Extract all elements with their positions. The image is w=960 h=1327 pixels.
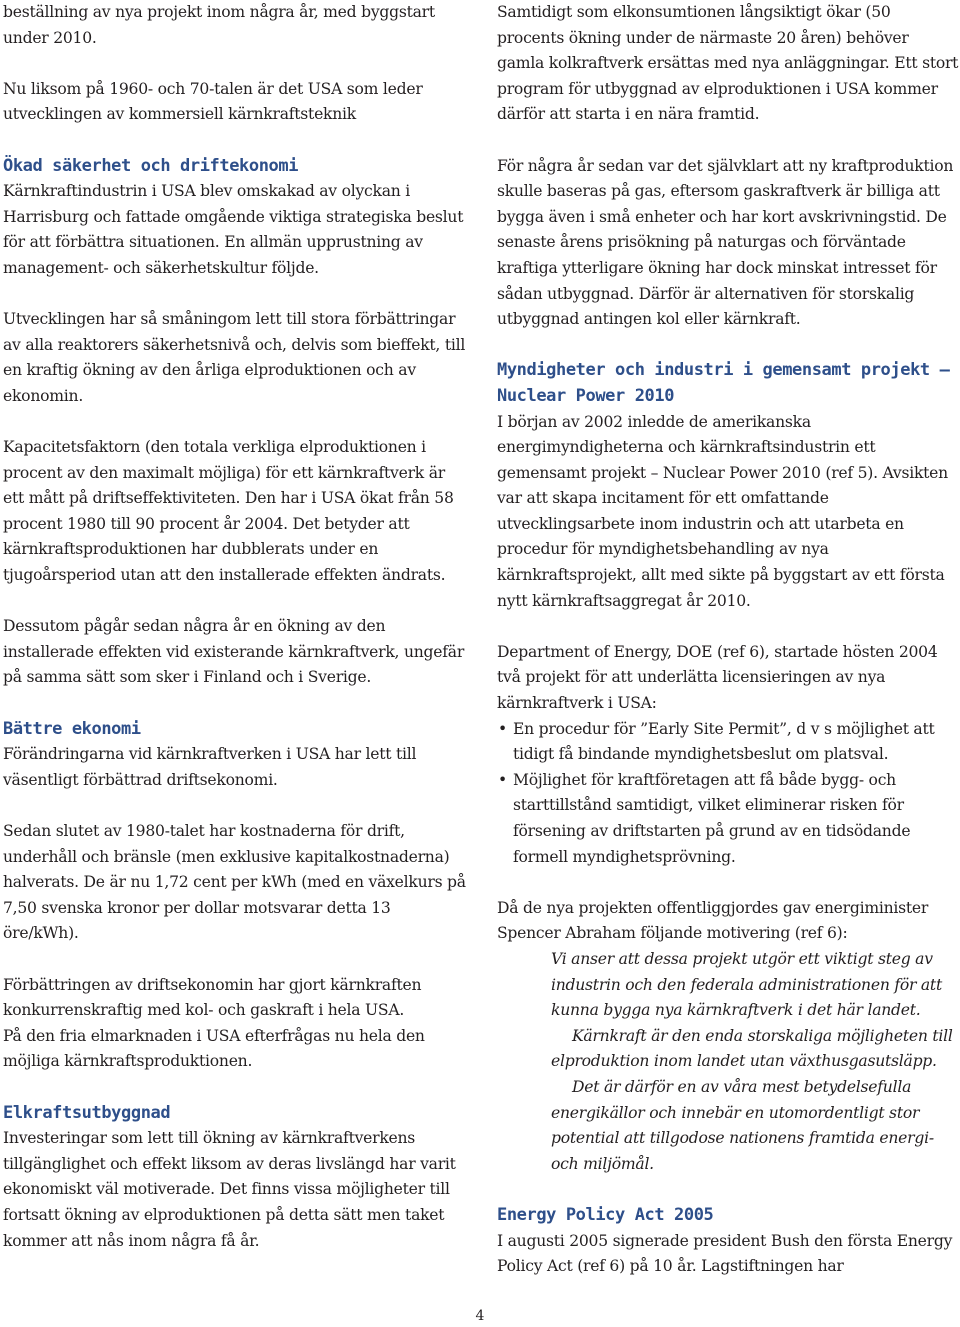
page-number: 4: [475, 1308, 485, 1324]
quote-paragraph: Vi anser att dessa projekt utgör ett viktigt steg av industrin och den federala administrationen för att kunna bygga nya kärnkraftverk i det här landet.: [551, 949, 942, 1020]
paragraph-bush: I augusti 2005 signerade president Bush den första Energy Policy Act (ref 6) på 10 år. Lagstiftningen har: [497, 1231, 953, 1276]
paragraph-doe: Department of Energy, DOE (ref 6), startade hösten 2004 två projekt för att underlätta licensieringen av nya kärnkraftverk i USA:: [497, 642, 938, 713]
bullet-list: [497, 717, 959, 871]
paragraph-gas: För några år sedan var det självklart att ny kraftproduktion skulle baseras på gas, eftersom gaskraftverk är billiga att bygga även i små enheter och har kort avskrivningstid. De senaste årens prisökning på naturgas och förväntade kraftiga ytterligare ökning har dock minskat intresset för sådan utbyggnad. Därför är alternativen för storskalig utbyggnad antingen kol eller kärnkraft.: [497, 156, 954, 329]
quote-paragraph: Det är därför en av våra mest betydelsefulla energikällor och innebär en utomordentligt stor potential att tillgodose nationens framtida energi- och miljömål.: [551, 1077, 934, 1173]
paragraph-elmarknaden: På den fria elmarknaden i USA efterfrågas nu hela den möjliga kärnkraftsproduktionen.: [3, 1026, 425, 1071]
list-item: • Möjlighet för kraftföretagen att få både bygg- och starttillstånd samtidigt, vilket eliminerar risken för försening av driftstarten på grund av en tidsödande formell myndighetsprövning.: [497, 768, 959, 870]
paragraph-utveckling: Utvecklingen har så småningom lett till stora förbättringar av alla reaktorers säkerhetsnivå och, delvis som bieffekt, till en kraftig ökning av den årliga elproduktionen och av ekonomin.: [3, 310, 466, 405]
paragraph-dessutom: Dessutom pågår sedan några år en ökning av den installerade effekten vid existerande kärnkraftverk, ungefär på samma sätt som sker i Finland och i Sverige.: [3, 617, 465, 687]
quote-paragraph: Kärnkraft är den enda storskaliga möjligheten till elproduktion inom landet utan växthusgasutsläpp.: [551, 1026, 953, 1071]
list-item: • En procedur för ”Early Site Permit”, d v s möjlighet att tidigt få bindande myndighetsbeslut om platsval.: [497, 717, 959, 768]
heading-ekonomi: Bättre ekonomi: [3, 718, 141, 739]
paragraph-harrisburg: Kärnkraftindustrin i USA blev omskakad av olyckan i Harrisburg och fattade omgående viktiga strategiska beslut för att förbättra situationen. En allmän upprustning av management- och säkerhetskultur följde.: [3, 182, 464, 277]
heading-energy-policy-act: Energy Policy Act 2005: [497, 1204, 714, 1225]
quote-block: [497, 947, 959, 1177]
heading-sakerhet: Ökad säkerhet och driftekonomi: [3, 155, 299, 176]
paragraph-2002: I början av 2002 inledde de amerikanska energimyndigheterna och kärnkraftsindustrin ett gemensamt projekt – Nuclear Power 2010 (ref 5). Avsikten var att skapa incitament för ett omfattande utvecklingsarbete inom industrin och att utarbeta en procedur för myndighetsbehandling av nya kärnkraftsprojekt, allt med sikte på byggstart av ett första nytt kärnkraftsaggregat år 2010.: [497, 412, 948, 610]
heading-myndigheter: Myndigheter och industri i gemensamt projekt – Nuclear Power 2010: [497, 360, 950, 406]
paragraph-abraham: Då de nya projekten offentliggjordes gav energiminister Spencer Abraham följande motivering (ref 6):: [497, 898, 929, 943]
paragraph-kapacitet: Kapacitetsfaktorn (den totala verkliga elproduktionen i procent av den maximalt möjliga) för ett kärnkraftverk är ett mått på driftseffektiviteten. Den har i USA ökat från 58 procent 1980 till 90 procent år 2004. Det betyder att kärnkraftsproduktionen har dubblerats under en tjugoårsperiod utan att den installerade effekten ändrats.: [3, 438, 454, 585]
left-column: [3, 0, 468, 1254]
intro-paragraph: beställning av nya projekt inom några år, med byggstart under 2010.: [3, 3, 435, 47]
paragraph-samtidigt: Samtidigt som elkonsumtionen långsiktigt ökar (50 procents ökning under de närmaste 20 åren) behöver gamla kolkraftverk ersättas med nya anläggningar. Ett stort program för utbyggnad av elproduktionen i USA kommer därför att starta i en nära framtid.: [497, 3, 959, 124]
heading-elkraft: Elkraftsutbyggnad: [3, 1102, 171, 1123]
right-column: [497, 0, 959, 1280]
paragraph-investeringar: Investeringar som lett till ökning av kärnkraftverkens tillgänglighet och effekt liksom av deras livslängd har varit ekonomiskt väl motiverade. Det finns vissa möjligheter till fortsatt ökning av elproduktionen på detta sätt men taket kommer att nås inom några få år.: [3, 1129, 456, 1250]
paragraph-forbattringen: Förbättringen av driftsekonomin har gjort kärnkraften konkurrenskraftig med kol- och gaskraft i hela USA.: [3, 975, 422, 1020]
paragraph-kostnader: Sedan slutet av 1980-talet har kostnaderna för drift, underhåll och bränsle (men exklusive kapitalkostnaderna) halverats. De är nu 1,72 cent per kWh (med en växelkurs på 7,50 svenska kronor per dollar motsvarar detta 13 öre/kWh).: [3, 822, 466, 943]
paragraph-forandringarna: Förändringarna vid kärnkraftverken i USA har lett till väsentligt förbättrad driftsekonomi.: [3, 745, 417, 789]
paragraph-1960: Nu liksom på 1960- och 70-talen är det USA som leder utvecklingen av kommersiell kärnkraftsteknik: [3, 79, 423, 124]
